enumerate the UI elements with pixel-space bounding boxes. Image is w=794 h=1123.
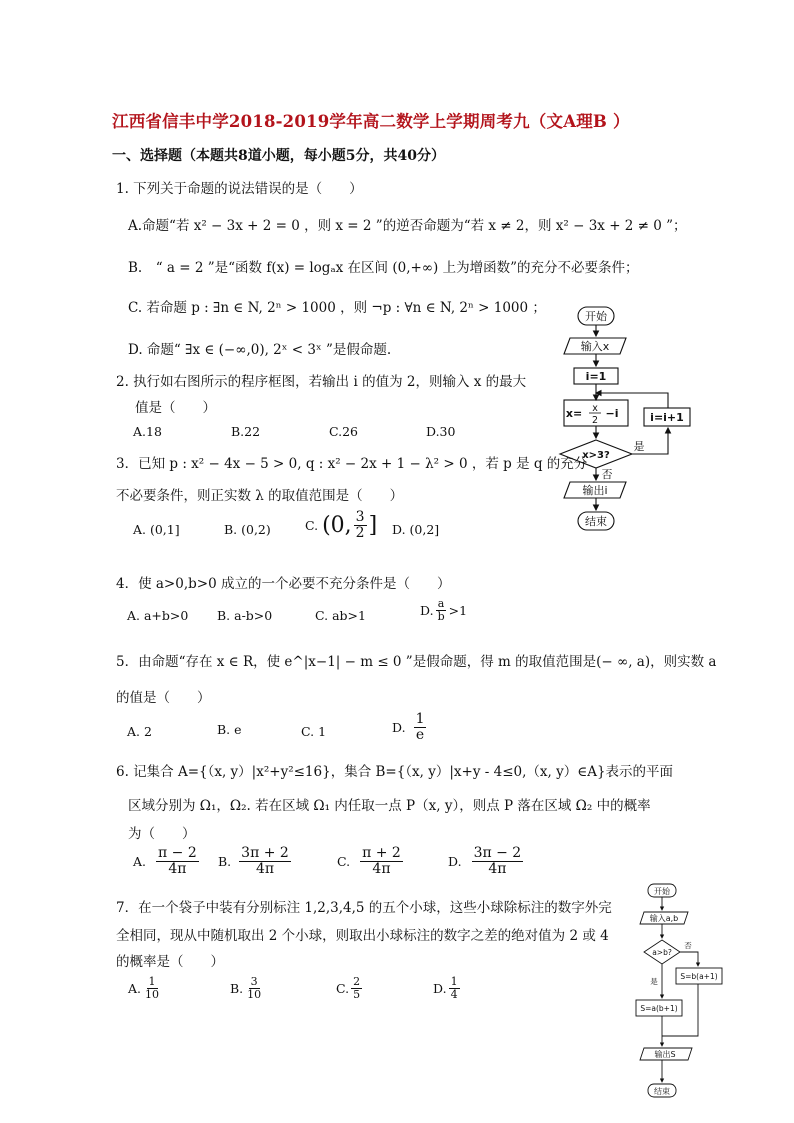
q6-stem-line2: 区域分别为 Ω₁，Ω₂. 若在区域 Ω₁ 内任取一点 P（x, y），则点 P 落在区域 Ω₂ 中的概率 [128, 798, 651, 814]
q7-option-d-denominator: 4 [450, 987, 458, 1001]
flow2-yes-label: 是 [650, 977, 658, 986]
flow1-init-label: i=1 [585, 370, 607, 383]
flow2-left-box-label: S=a(b+1) [640, 1004, 678, 1013]
q2-option-c: C.26 [329, 424, 358, 439]
q3-option-c-close: ] [368, 512, 378, 538]
q6-option-d-denominator: 4π [488, 860, 507, 877]
flow2-end-label: 结束 [654, 1087, 670, 1096]
q3-option-d: D. (0,2] [392, 522, 440, 537]
q1-option-a: A.命题“若 x² − 3x + 2 = 0 ，则 x = 2 ”的逆否命题为“若 x ≠ 2，则 x² − 3x + 2 ≠ 0 ”； [128, 218, 687, 234]
q7-option-b [230, 976, 265, 1000]
q7-option-a [128, 976, 163, 1000]
q7-option-a-denominator: 10 [145, 987, 160, 1001]
q1-option-b: B. “ a = 2 ”是“函数 f(x) = logₐx 在区间 (0,+∞) 上为增函数”的充分不必要条件； [128, 260, 639, 276]
q2-stem-line2: 值是（ ） [135, 400, 216, 416]
q6-option-d [448, 846, 525, 876]
q3-stem-line1: 3．已知 p : x² − 4x − 5 > 0, q : x² − 2x + 1 − λ² > 0 ，若 p 是 q 的充分 [116, 456, 588, 472]
q6-stem-line3: 为（ ） [128, 826, 196, 842]
q4-option-a: A. a+b>0 [127, 608, 189, 623]
q3-option-c-label: C. [305, 517, 319, 533]
q6-option-b [218, 846, 293, 876]
q6-option-c-fraction [360, 846, 403, 876]
flow1-start-label: 开始 [585, 310, 607, 323]
q3-option-b: B. (0,2) [224, 522, 271, 537]
page-title: 江西省信丰中学2018-2019学年高二数学上学期周考九（文A理B ） [112, 112, 630, 131]
q6-option-a-denominator: 4π [168, 860, 187, 877]
q1-option-d: D. 命题“ ∃x ∈ (−∞,0), 2ˣ < 3ˣ ”是假命题. [128, 342, 392, 358]
q3-option-c [305, 510, 377, 540]
q7-option-c-numerator: 2 [353, 975, 361, 988]
q5-option-d-numerator: 1 [415, 711, 425, 727]
flow1-assign-numerator: x [592, 403, 598, 414]
flow2-start-label: 开始 [654, 887, 670, 896]
q3-option-c-denominator: 2 [355, 524, 365, 541]
q7-option-d-fraction [449, 976, 460, 1000]
q2-option-d: D.30 [426, 424, 456, 439]
q7-option-c [336, 976, 364, 1000]
q7-option-a-numerator: 1 [148, 975, 156, 988]
q7-option-d [433, 976, 462, 1000]
q2-stem-line1: 2. 执行如右图所示的程序框图，若输出 i 的值为 2，则输入 x 的最大 [116, 374, 527, 390]
q4-option-b: B. a-b>0 [217, 608, 273, 623]
q6-option-d-fraction [472, 846, 524, 876]
q3-option-c-open: (0, [322, 512, 352, 538]
q7-option-a-fraction [143, 976, 161, 1000]
q6-option-a-fraction [156, 846, 199, 876]
q3-option-a: A. (0,1] [133, 522, 180, 537]
flow2-right-box-label: S=b(a+1) [680, 972, 718, 981]
flow1-assign-rhs: −i [605, 407, 619, 420]
q4-option-d-fraction [436, 598, 447, 622]
q6-option-d-label: D. [448, 853, 462, 869]
q4-option-d-numerator: a [437, 597, 445, 610]
flow2-no-label: 否 [684, 941, 692, 950]
flowchart-1 [552, 300, 702, 535]
q2-option-b: B.22 [231, 424, 261, 439]
q5-option-d-fraction [414, 712, 427, 742]
flow1-no-label: 否 [601, 468, 613, 481]
flow1-decision-label: x>3? [582, 450, 610, 461]
flow2-decision-label: a>b? [652, 948, 672, 957]
q5-option-a: A. 2 [127, 724, 152, 739]
q7-option-b-denominator: 10 [247, 987, 262, 1001]
flow1-yes-label: 是 [633, 440, 645, 453]
flow1-input-label: 输入x [580, 340, 610, 353]
q7-option-d-numerator: 1 [450, 975, 458, 988]
q5-stem-line1: 5．由命题“存在 x ∈ R，使 e^|x−1| − m ≤ 0 ”是假命题，得 m 的取值范围是(− ∞, a)，则实数 a [116, 654, 717, 670]
flow1-output-label: 输出i [582, 484, 608, 497]
flow1-assign-denominator: 2 [591, 415, 599, 426]
q7-option-b-label: B. [230, 980, 244, 996]
flow2-input-label: 输入a,b [649, 914, 679, 923]
flowchart-2 [628, 880, 728, 1103]
q6-option-b-denominator: 4π [255, 860, 275, 877]
q1-stem: 1. 下列关于命题的说法错误的是（ ） [116, 181, 363, 197]
q7-option-b-fraction [245, 976, 263, 1000]
q4-option-c: C. ab>1 [315, 608, 366, 623]
q3-option-c-fraction [354, 510, 367, 540]
flow2-output-label: 输出S [654, 1050, 676, 1059]
q4-option-d [420, 598, 467, 622]
q7-option-b-numerator: 3 [250, 975, 258, 988]
flow2-no-path [680, 952, 698, 966]
q7-option-c-fraction [351, 976, 362, 1000]
q3-stem-line2: 不必要条件，则正实数 λ 的取值范围是（ ） [116, 488, 404, 504]
q5-option-d [392, 712, 428, 742]
q6-option-c-numerator: π + 2 [362, 845, 401, 861]
flow1-assign-lhs: x= [565, 407, 583, 420]
q6-option-a-numerator: π − 2 [158, 845, 197, 861]
q6-option-c-label: C. [337, 853, 351, 869]
q7-stem-line2: 全相同，现从中随机取出 2 个小球，则取出小球标注的数字之差的绝对值为 2 或 4 [116, 928, 609, 944]
q6-option-c [337, 846, 405, 876]
q5-stem-line2: 的值是（ ） [116, 690, 211, 706]
q6-option-d-numerator: 3π − 2 [473, 845, 522, 861]
q4-stem: 4．使 a>0,b>0 成立的一个必要不充分条件是（ ） [116, 576, 451, 592]
q6-option-b-fraction [239, 846, 291, 876]
q4-option-d-label: D. [420, 602, 434, 618]
flow1-end-label: 结束 [585, 515, 607, 528]
q4-option-d-suffix: >1 [448, 602, 468, 618]
q7-option-d-label: D. [433, 980, 447, 996]
section-heading: 一、选择题（本题共8道小题，每小题5分，共40分） [112, 148, 445, 164]
q1-option-c: C. 若命题 p : ∃n ∈ N, 2ⁿ > 1000 ，则 ¬p : ∀n ∈ N, 2ⁿ > 1000 ； [128, 300, 546, 316]
q5-option-d-label: D. [392, 719, 406, 735]
q2-option-a: A.18 [133, 424, 162, 439]
q6-option-a [133, 846, 201, 876]
q7-option-a-label: A. [128, 980, 142, 996]
q6-option-b-numerator: 3π + 2 [241, 845, 289, 861]
q7-stem-line3: 的概率是（ ） [116, 954, 224, 970]
q6-stem-line1: 6. 记集合 A={（x, y）|x²+y²≤16}，集合 B={（x, y）|x+y - 4≤0,（x, y）∈A}表示的平面 [116, 764, 674, 780]
q5-option-b: B. e [217, 722, 242, 737]
q3-option-c-numerator: 3 [355, 509, 365, 525]
q7-option-c-label: C. [336, 980, 350, 996]
q7-option-c-denominator: 5 [353, 987, 361, 1001]
q4-option-d-denominator: b [437, 609, 445, 623]
q7-stem-line1: 7．在一个袋子中装有分别标注 1,2,3,4,5 的五个小球，这些小球除标注的数字外完 [116, 900, 612, 916]
q5-option-c: C. 1 [301, 724, 327, 739]
q6-option-c-denominator: 4π [372, 860, 391, 877]
q6-option-b-label: B. [218, 853, 232, 869]
flow1-increment-label: i=i+1 [650, 411, 684, 424]
q5-option-d-denominator: e [415, 726, 425, 743]
q6-option-a-label: A. [133, 853, 147, 869]
